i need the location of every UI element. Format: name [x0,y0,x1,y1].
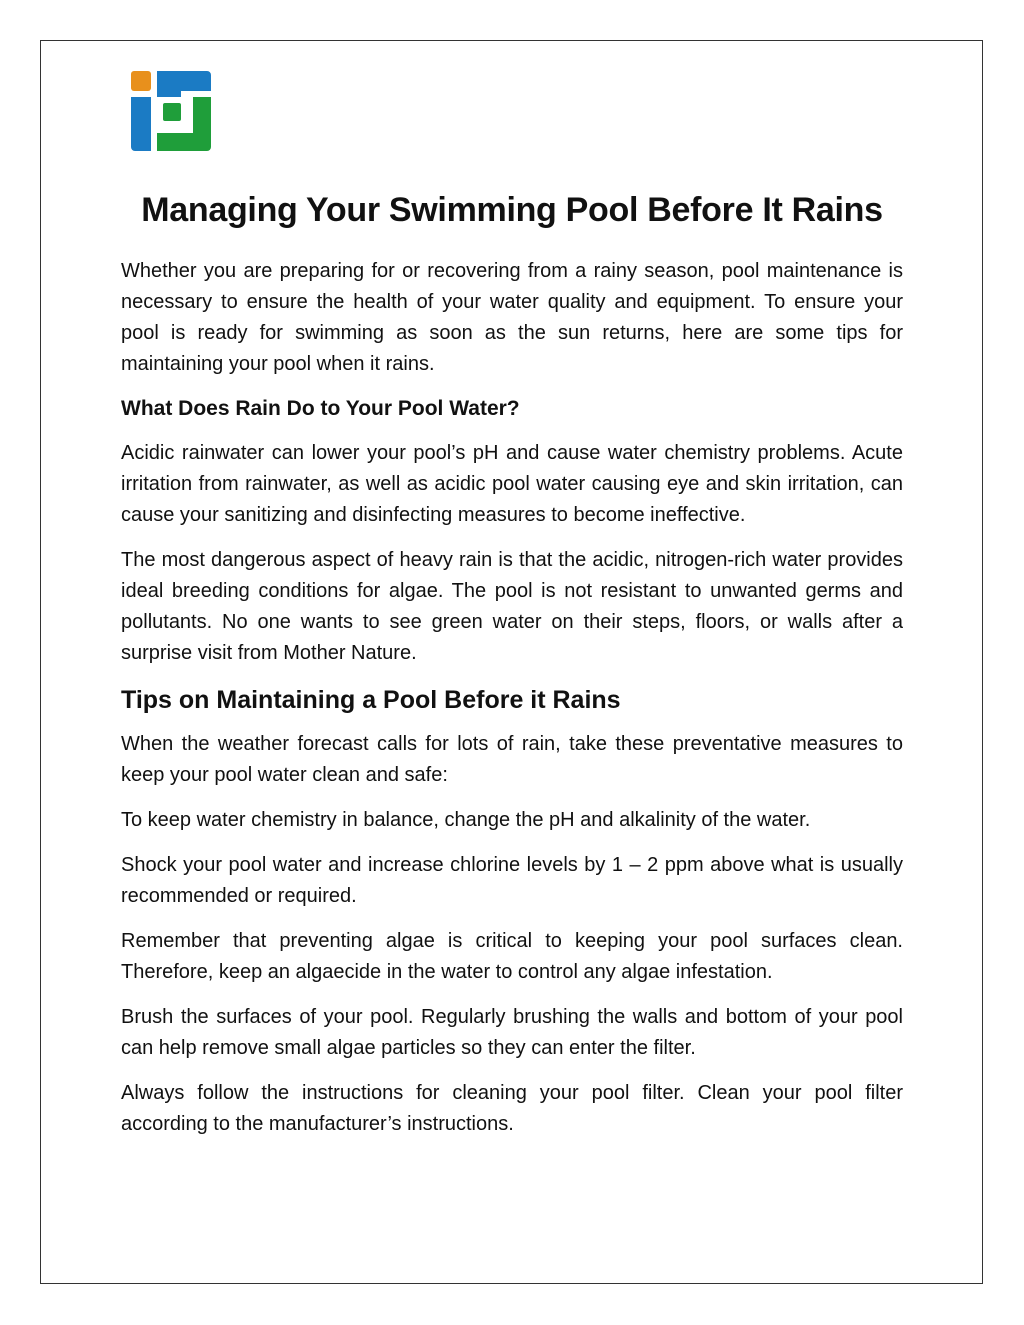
document-title: Managing Your Swimming Pool Before It Rains [141,191,883,229]
intro-paragraph: Whether you are preparing for or recovering from a rainy season, pool maintenance is necessary to ensure the health of your water quality and equipment. To ensure your pool is ready for swimming as soon as the sun returns, here are some tips for maintaining your pool when it rains. [121,260,903,375]
paragraph: When the weather forecast calls for lots of rain, take these preventative measures to keep your pool water clean and safe: [121,733,903,786]
document-body [121,184,903,1154]
tip-item: To keep water chemistry in balance, change the pH and alkalinity of the water. [121,809,811,831]
section-heading-rain-effects: What Does Rain Do to Your Pool Water? [121,397,520,420]
company-logo-icon [131,71,211,151]
paragraph: The most dangerous aspect of heavy rain is that the acidic, nitrogen-rich water provides ideal breeding conditions for algae. The pool is not resistant to unwanted germs and pollutants. No one wants to see green water on their steps, floors, or walls after a surprise visit from Mother Nature. [121,549,903,664]
paragraph: Acidic rainwater can lower your pool’s pH and cause water chemistry problems. Acute irritation from rainwater, as well as acidic pool water causing eye and skin irritation, can cause your sanitizing and disinfecting measures to become ineffective. [121,442,903,526]
tip-item: Shock your pool water and increase chlorine levels by 1 – 2 ppm above what is usually recommended or required. [121,854,903,907]
tip-item: Brush the surfaces of your pool. Regularly brushing the walls and bottom of your pool can help remove small algae particles so they can enter the filter. [121,1006,903,1059]
section-heading-tips: Tips on Maintaining a Pool Before it Rains [121,686,621,714]
tip-item: Remember that preventing algae is critical to keeping your pool surfaces clean. Therefore, keep an algaecide in the water to control any algae infestation. [121,930,903,983]
tip-item: Always follow the instructions for cleaning your pool filter. Clean your pool filter according to the manufacturer’s instructions. [121,1082,903,1135]
